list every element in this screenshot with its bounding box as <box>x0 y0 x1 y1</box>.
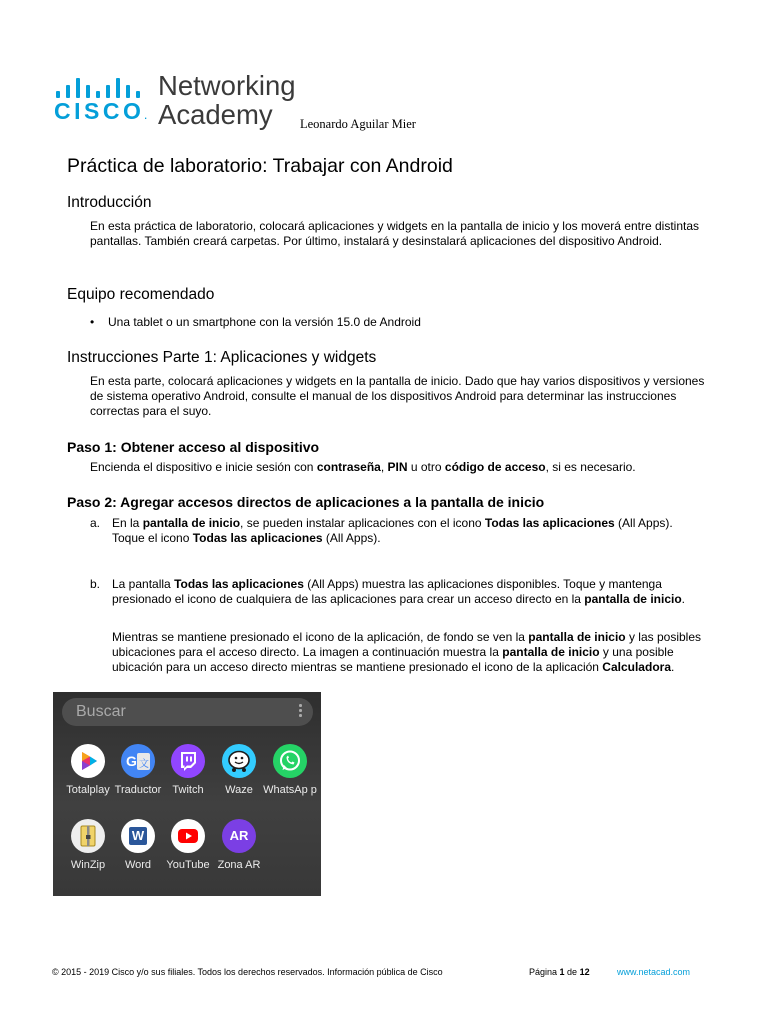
footer-page-number: Página 1 de 12 <box>529 967 590 977</box>
app-twitch[interactable] <box>161 744 215 797</box>
app-winzip[interactable] <box>61 819 115 872</box>
zona-ar-icon <box>222 819 256 853</box>
app-label: Zona AR <box>217 859 261 871</box>
part1-paragraph: En esta parte, colocará aplicaciones y widgets en la pantalla de inicio. Dado que hay varios dispositivos y versiones de sistema operativo Android, consulte el manual de los dispositivos Android para determinar las instrucciones correctas para el suyo. <box>90 374 705 418</box>
word-icon <box>121 819 155 853</box>
equipment-item: Una tablet o un smartphone con la versión 15.0 de Android <box>108 315 421 329</box>
author-name: Leonardo Aguilar Mier <box>300 117 416 131</box>
app-youtube[interactable] <box>161 819 215 872</box>
item-b-marker: b. <box>90 577 101 591</box>
step2-item-a: En la pantalla de inicio, se pueden instalar aplicaciones con el icono Todas las aplicaciones (All Apps). Toque el icono Todas las aplicaciones (All Apps). <box>112 516 673 545</box>
cisco-networking-academy-logo <box>52 70 302 132</box>
app-label: Totalplay <box>66 784 110 796</box>
twitch-icon <box>171 744 205 778</box>
part1-heading: Instrucciones Parte 1: Aplicaciones y widgets <box>67 349 377 366</box>
app-zona-ar[interactable] <box>212 819 266 872</box>
app-label: YouTube <box>166 859 210 871</box>
waze-icon <box>222 744 256 778</box>
program-name-line2: Academy <box>158 99 273 130</box>
app-waze[interactable] <box>212 744 266 797</box>
more-options-icon[interactable] <box>299 704 302 719</box>
app-label: Twitch <box>172 784 204 796</box>
step2-heading: Paso 2: Agregar accesos directos de aplicaciones a la pantalla de inicio <box>67 494 545 510</box>
app-word[interactable] <box>111 819 165 872</box>
app-whatsapp[interactable] <box>263 744 317 797</box>
equipment-heading: Equipo recomendado <box>67 286 215 303</box>
app-label: Traductor <box>114 784 162 796</box>
item-a-marker: a. <box>90 516 101 530</box>
page-title: Práctica de laboratorio: Trabajar con Android <box>67 155 453 177</box>
app-traductor[interactable] <box>111 744 165 797</box>
app-label: WhatsAp p <box>263 784 317 796</box>
step1-paragraph: Encienda el dispositivo e inicie sesión con contraseña, PIN u otro código de acceso, si es necesario. <box>90 460 636 474</box>
whatsapp-icon <box>273 744 307 778</box>
youtube-icon <box>171 819 205 853</box>
footer-website-link[interactable]: www.netacad.com <box>617 967 691 977</box>
step2-item-b: La pantalla Todas las aplicaciones (All Apps) muestra las aplicaciones disponibles. Toque y mantenga presionado el icono de cualquiera de las aplicaciones para crear un acceso directo en la pantalla de inicio. <box>112 577 685 606</box>
winzip-icon <box>71 819 105 853</box>
translate-icon <box>121 744 155 778</box>
app-label: WinZip <box>70 859 106 871</box>
cisco-bars-icon <box>56 78 148 98</box>
app-totalplay[interactable] <box>61 744 115 797</box>
program-name-line1: Networking <box>158 70 296 101</box>
search-placeholder: Buscar <box>76 703 126 720</box>
svg-text:G: G <box>126 753 137 769</box>
intro-heading: Introducción <box>67 194 152 211</box>
bullet-marker: • <box>90 315 95 329</box>
app-label: Waze <box>225 784 253 796</box>
totalplay-icon <box>71 744 105 778</box>
intro-paragraph: En esta práctica de laboratorio, colocará aplicaciones y widgets en la pantalla de inicio y los moverá entre distintas pantallas. También creará carpetas. Por último, instalará y desinstalará aplicaciones del dispositivo Android. <box>90 219 699 248</box>
cisco-wordmark: CISCO. <box>54 98 147 124</box>
word-glyph: W <box>129 827 147 845</box>
android-app-drawer-screenshot <box>53 692 321 896</box>
step1-heading: Paso 1: Obtener acceso al dispositivo <box>67 439 320 455</box>
zona-ar-glyph: AR <box>229 828 249 843</box>
search-bar[interactable] <box>62 698 313 726</box>
step2-item-b-continued: Mientras se mantiene presionado el icono de la aplicación, de fondo se ven la pantalla de inicio y las posibles ubicaciones para el acceso directo. La imagen a continuación muestra la pantalla de inicio y una posible ubicación para un acceso directo mientras se mantiene presionado el icono de la aplicación Calculadora. <box>112 630 701 674</box>
svg-text:文: 文 <box>139 759 149 770</box>
app-label: Word <box>124 859 152 871</box>
footer-copyright: © 2015 - 2019 Cisco y/o sus filiales. Todos los derechos reservados. Información pública de Cisco <box>52 967 443 977</box>
